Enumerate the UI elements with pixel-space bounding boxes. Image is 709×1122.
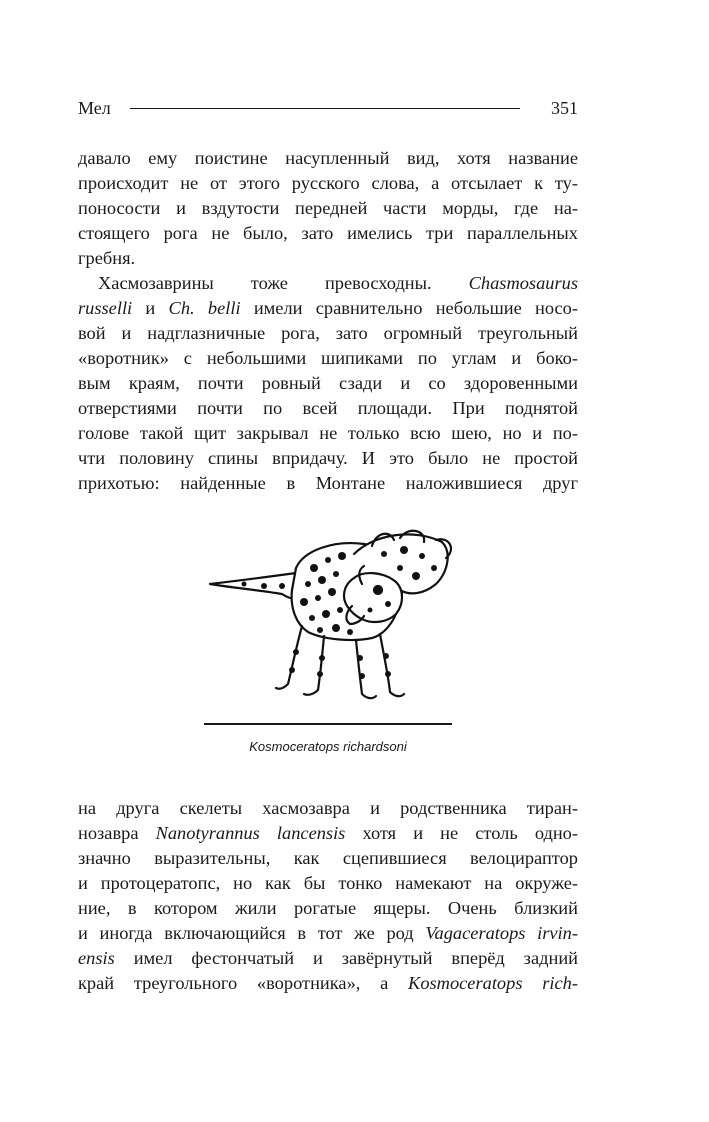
species-name: Vagaceratops irvin- — [425, 923, 578, 943]
kosmoceratops-illustration — [204, 528, 454, 720]
text-line: прихотью: найденные в Монтане наложившиеся друг — [78, 473, 578, 493]
text-line: поносости и вздутости передней части морды, где на- — [78, 198, 578, 218]
species-name: Kosmoceratops rich- — [408, 973, 578, 993]
text-line: вой и надглазничные рога, зато огромный треугольный — [78, 323, 578, 343]
body-text-bottom — [78, 796, 578, 996]
text-run: имели сравнительно небольшие носо- — [240, 298, 578, 318]
species-name: Nanotyrannus lancensis — [155, 823, 346, 843]
dinosaur-drawing — [204, 528, 454, 720]
species-name: russelli — [78, 298, 133, 318]
text-line — [78, 271, 578, 296]
text-run: и иногда включающийся в тот же род — [78, 923, 426, 943]
species-name: Chasmosaurus — [468, 273, 578, 293]
text-run: Хасмозаврины тоже превосходны. — [98, 273, 432, 293]
text-run: хотя и не столь одно- — [345, 823, 578, 843]
text-line: значно выразительны, как сцепившиеся велоцираптор — [78, 848, 578, 868]
species-name: ensis — [78, 948, 115, 968]
page-number: 351 — [551, 98, 578, 118]
text-line: «воротник» с небольшими шипиками по углам и боко- — [78, 348, 578, 368]
text-line — [78, 946, 578, 971]
text-line: и протоцератопс, но как бы тонко намекают на окруже- — [78, 873, 578, 893]
text-line: гребня. — [78, 248, 136, 268]
text-line — [78, 821, 578, 846]
running-head: Мел — [78, 98, 111, 118]
figure-caption: Kosmoceratops richardsoni — [249, 739, 407, 754]
caption-rule — [204, 723, 452, 725]
body-text-top — [78, 146, 578, 496]
text-line: отверстиями почти по всей площади. При поднятой — [78, 398, 578, 418]
species-name: Ch. belli — [168, 298, 241, 318]
text-line: на друга скелеты хасмозавра и родственника тиран- — [78, 798, 578, 818]
text-line: голове такой щит закрывал не только всю шею, но и по- — [78, 423, 578, 443]
text-line: чти половину спины впридачу. И это было не простой — [78, 448, 578, 468]
text-line — [78, 971, 578, 996]
text-run: имел фестончатый и завёрнутый вперёд задний — [114, 948, 578, 968]
text-line: стоящего рога не было, зато имелись три параллельных — [78, 223, 578, 243]
text-run: нозавра — [78, 823, 156, 843]
text-run: край треугольного «воротника», а — [78, 973, 409, 993]
page-header — [78, 96, 578, 120]
text-line: ние, в котором жили рогатые ящеры. Очень близкий — [78, 898, 578, 918]
text-line: происходит не от этого русского слова, а отсылает к ту- — [78, 173, 578, 193]
text-line: вым краям, почти ровный сзади и со здоровенными — [78, 373, 578, 393]
text-line — [78, 921, 578, 946]
text-line — [78, 296, 578, 321]
text-run: и — [132, 298, 169, 318]
header-rule — [130, 108, 520, 109]
text-line: давало ему поистине насупленный вид, хотя название — [78, 148, 578, 168]
